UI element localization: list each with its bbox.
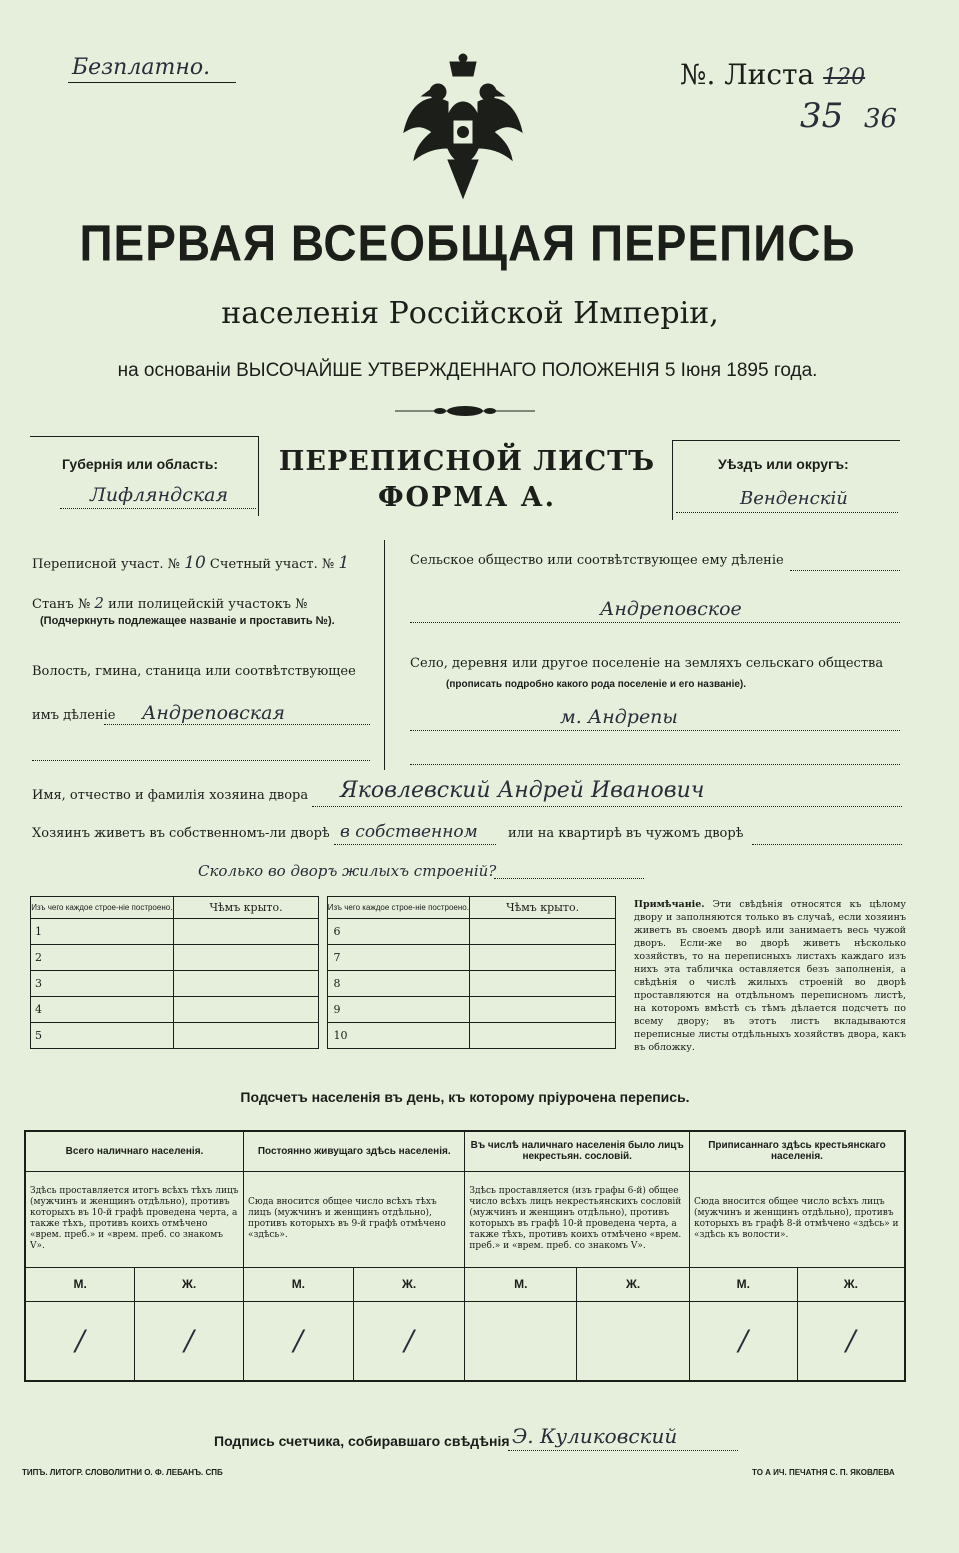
table-row: 5 xyxy=(31,1023,174,1049)
gubernia-dots xyxy=(60,508,256,509)
signature-label: Подпись счетчика, собиравшаго свѣдѣнія xyxy=(214,1433,510,1449)
population-value: / xyxy=(25,1301,135,1381)
volost-label-2: имъ дѣленіе xyxy=(32,708,116,723)
village-value: м. Андрепы xyxy=(560,706,678,728)
signature-dots xyxy=(508,1450,738,1451)
population-m-header: М. xyxy=(244,1267,354,1301)
sheet-title: ПЕРЕПИСНОЙ ЛИСТЪ xyxy=(278,446,656,477)
population-value: / xyxy=(797,1301,905,1381)
owner-lives-dots-2 xyxy=(752,844,902,845)
population-col-desc: Сюда вносится общее число всѣхъ лицъ (мужчинъ и женщинъ отдѣльно), противъ которыхъ въ графѣ 8-й отмѣчено «здѣсь» и «здѣсь къ волости». xyxy=(689,1171,905,1267)
free-underline xyxy=(68,82,236,83)
population-col-desc: Здѣсь проставляется итогъ всѣхъ тѣхъ лицъ (мужчинъ и женщинъ отдѣльно), противъ которыхъ въ 10-й графѣ проведена черта, а также тѣхъ, противъ коихъ отмѣчено «врем. преб.» и «врем. преб. со знакомъ V». xyxy=(25,1171,244,1267)
table-cell xyxy=(470,945,616,971)
village-note: (прописать подробно какого рода поселеніе и его названіе). xyxy=(446,679,747,690)
buildings-col2-header-right: Чѣмъ крыто. xyxy=(470,897,616,919)
population-value xyxy=(577,1301,690,1381)
owner-name-dots xyxy=(312,806,902,807)
population-col-title: Всего наличнаго населенія. xyxy=(25,1131,244,1171)
table-row: 10 xyxy=(327,1023,470,1049)
note-text: Эти свѣдѣнія относятся къ цѣлому двору и заполняются только въ случаѣ, если хозяинъ живетъ въ своемъ дворѣ или занимаетъ весь чужой дворъ. Если-же во дворѣ живетъ нѣсколько хозяйствъ, то на переписныхъ листахъ каждаго изъ нихъ эта табличка оставляется безъ заполненія, а свѣдѣнія о числѣ жилыхъ строеній во дворѣ проставляются на отдѣльномъ переписномъ листѣ, на которомъ вмѣстѣ съ тѣмъ дѣлается подсчетъ по всему двору; въ этотъ листъ вкладываются переписные листы отдѣльныхъ хозяйствъ двора, какъ въ обложку. xyxy=(634,899,906,1053)
sheet-number-struck: 120 xyxy=(823,65,866,90)
table-cell xyxy=(173,919,319,945)
owner-lives-label: Хозяинъ живетъ въ собственномъ-ли дворѣ xyxy=(32,826,330,841)
owner-lives-label-2: или на квартирѣ въ чужомъ дворѣ xyxy=(508,826,744,841)
population-zh-header: Ж. xyxy=(577,1267,690,1301)
population-value: / xyxy=(689,1301,797,1381)
frame-top-right xyxy=(672,440,900,441)
population-col-title: Въ числѣ наличнаго населенія было лицъ некрестьян. сословій. xyxy=(465,1131,690,1171)
population-heading: Подсчетъ населенія въ день, къ которому пріурочена перепись. xyxy=(240,1089,690,1105)
table-cell xyxy=(470,919,616,945)
subtitle: населенія Россійской Имперіи, xyxy=(221,296,719,331)
uezd-dots xyxy=(676,512,898,513)
table-cell xyxy=(173,945,319,971)
note-heading: Примѣчаніе. xyxy=(634,899,705,910)
volost-label: Волость, гмина, станица или соотвѣтствующее xyxy=(32,664,356,679)
sheet-number xyxy=(680,58,865,91)
population-col-title: Приписаннаго здѣсь крестьянскаго населенія. xyxy=(689,1131,905,1171)
buildings-col1-header-left: Изъ чего каждое строе-ніе построено. xyxy=(31,897,174,919)
form-title: ФОРМА А. xyxy=(377,482,557,513)
population-zh-header: Ж. xyxy=(797,1267,905,1301)
table-row: 4 xyxy=(31,997,174,1023)
table-cell xyxy=(470,971,616,997)
print-left: ТИПЪ. ЛИТОГР. СЛОВОЛИТНИ О. Ф. ЛЕБАНЪ. СПБ xyxy=(22,1468,223,1477)
buildings-table xyxy=(30,896,616,1049)
buildings-question: Сколько во дворъ жилыхъ строеній? xyxy=(198,862,497,880)
population-col-title: Постоянно живущаго здѣсь населенія. xyxy=(244,1131,465,1171)
society-dots-2 xyxy=(410,622,900,623)
society-dots xyxy=(790,570,900,571)
owner-lives-dots xyxy=(334,844,496,845)
frame-divider-left xyxy=(258,436,259,516)
buildings-col1-header-right: Изъ чего каждое строе-ніе построено. xyxy=(327,897,470,919)
volost-value: Андреповская xyxy=(142,702,285,724)
table-cell xyxy=(173,1023,319,1049)
table-cell xyxy=(470,1023,616,1049)
table-row: 3 xyxy=(31,971,174,997)
owner-lives-value: в собственном xyxy=(340,822,478,842)
table-cell xyxy=(173,997,319,1023)
uezd-label: Уѣздъ или округъ: xyxy=(718,456,849,472)
gubernia-value: Лифляндская xyxy=(90,484,229,506)
stan-label: Станъ № xyxy=(32,597,91,612)
gubernia-label: Губернія или область: xyxy=(62,456,219,472)
village-dots xyxy=(410,730,900,731)
ornament-divider xyxy=(395,404,535,418)
population-value: / xyxy=(135,1301,244,1381)
stan-value: 2 xyxy=(94,594,104,612)
population-table xyxy=(24,1130,906,1382)
uchastok-label: Переписной участ. № xyxy=(32,557,180,572)
uchastok-value: 10 xyxy=(184,553,206,573)
eagle-emblem-icon xyxy=(398,52,528,202)
uchastok-row xyxy=(32,553,349,573)
population-col-desc: Сюда вносится общее число всѣхъ тѣхъ лицъ (мужчинъ и женщинъ отдѣльно), противъ которыхъ въ 9-й графѣ отмѣчено «здѣсь». xyxy=(244,1171,465,1267)
free-label: Безплатно. xyxy=(72,55,211,80)
main-title: ПЕРВАЯ ВСЕОБЩАЯ ПЕРЕПИСЬ xyxy=(79,214,856,272)
sheet-number-handwritten-2: 36 xyxy=(864,104,898,134)
population-value xyxy=(465,1301,577,1381)
table-row: 9 xyxy=(327,997,470,1023)
population-zh-header: Ж. xyxy=(135,1267,244,1301)
table-cell xyxy=(470,997,616,1023)
village-label: Село, деревня или другое поселеніе на земляхъ сельскаго общества xyxy=(410,656,884,671)
owner-name-label: Имя, отчество и фамилія хозяина двора xyxy=(32,788,309,803)
population-value: / xyxy=(353,1301,465,1381)
society-label: Сельское общество или соотвѣтствующее ему дѣленіе xyxy=(410,553,784,568)
print-right: ТО А ИЧ. ПЕЧАТНЯ С. П. ЯКОВЛЕВА xyxy=(752,1468,895,1477)
note-block xyxy=(634,898,906,1054)
buildings-dots xyxy=(494,878,644,879)
table-row: 2 xyxy=(31,945,174,971)
table-row: 1 xyxy=(31,919,174,945)
frame-top-left xyxy=(30,436,258,437)
schetny-label: Счетный участ. № xyxy=(209,557,335,572)
frame-divider-right xyxy=(672,440,673,520)
signature-value: Э. Куликовский xyxy=(512,1424,678,1448)
society-value: Андреповское xyxy=(600,598,742,620)
sheet-number-handwritten: 35 xyxy=(800,96,844,136)
volost-dots-2 xyxy=(32,760,370,761)
buildings-gap xyxy=(319,897,327,1049)
population-col-desc: Здѣсь проставляется (изъ графы 6-й) общее число всѣхъ лицъ некрестьянскихъ сословій (мужчинъ и женщинъ отдѣльно), противъ которыхъ въ графѣ 10-й проведена черта, а также тѣхъ, противъ коихъ отмѣчено «врем. преб.» и «врем. преб. со знакомъ V». xyxy=(465,1171,690,1267)
population-m-header: М. xyxy=(25,1267,135,1301)
police-label: или полицейскій участокъ № xyxy=(108,597,308,612)
schetny-value: 1 xyxy=(338,553,350,573)
table-cell xyxy=(173,971,319,997)
buildings-col2-header-left: Чѣмъ крыто. xyxy=(173,897,319,919)
stan-note: (Подчеркнуть подлежащее названіе и проставить №). xyxy=(40,615,335,627)
table-row: 6 xyxy=(327,919,470,945)
sheet-number-label: №. Листа xyxy=(680,58,815,91)
volost-dots xyxy=(104,724,370,725)
population-m-header: М. xyxy=(465,1267,577,1301)
block-divider xyxy=(384,540,385,770)
uezd-value: Венденскій xyxy=(740,488,848,509)
population-zh-header: Ж. xyxy=(353,1267,465,1301)
population-m-header: М. xyxy=(689,1267,797,1301)
owner-name-value: Яковлевский Андрей Иванович xyxy=(340,778,705,803)
stan-row xyxy=(32,594,307,612)
table-row: 8 xyxy=(327,971,470,997)
population-value: / xyxy=(244,1301,354,1381)
village-dots-2 xyxy=(410,764,900,765)
table-row: 7 xyxy=(327,945,470,971)
basis-line: на основаніи ВЫСОЧАЙШЕ УТВЕРЖДЕННАГО ПОЛОЖЕНІЯ 5 Іюня 1895 года. xyxy=(117,360,818,381)
